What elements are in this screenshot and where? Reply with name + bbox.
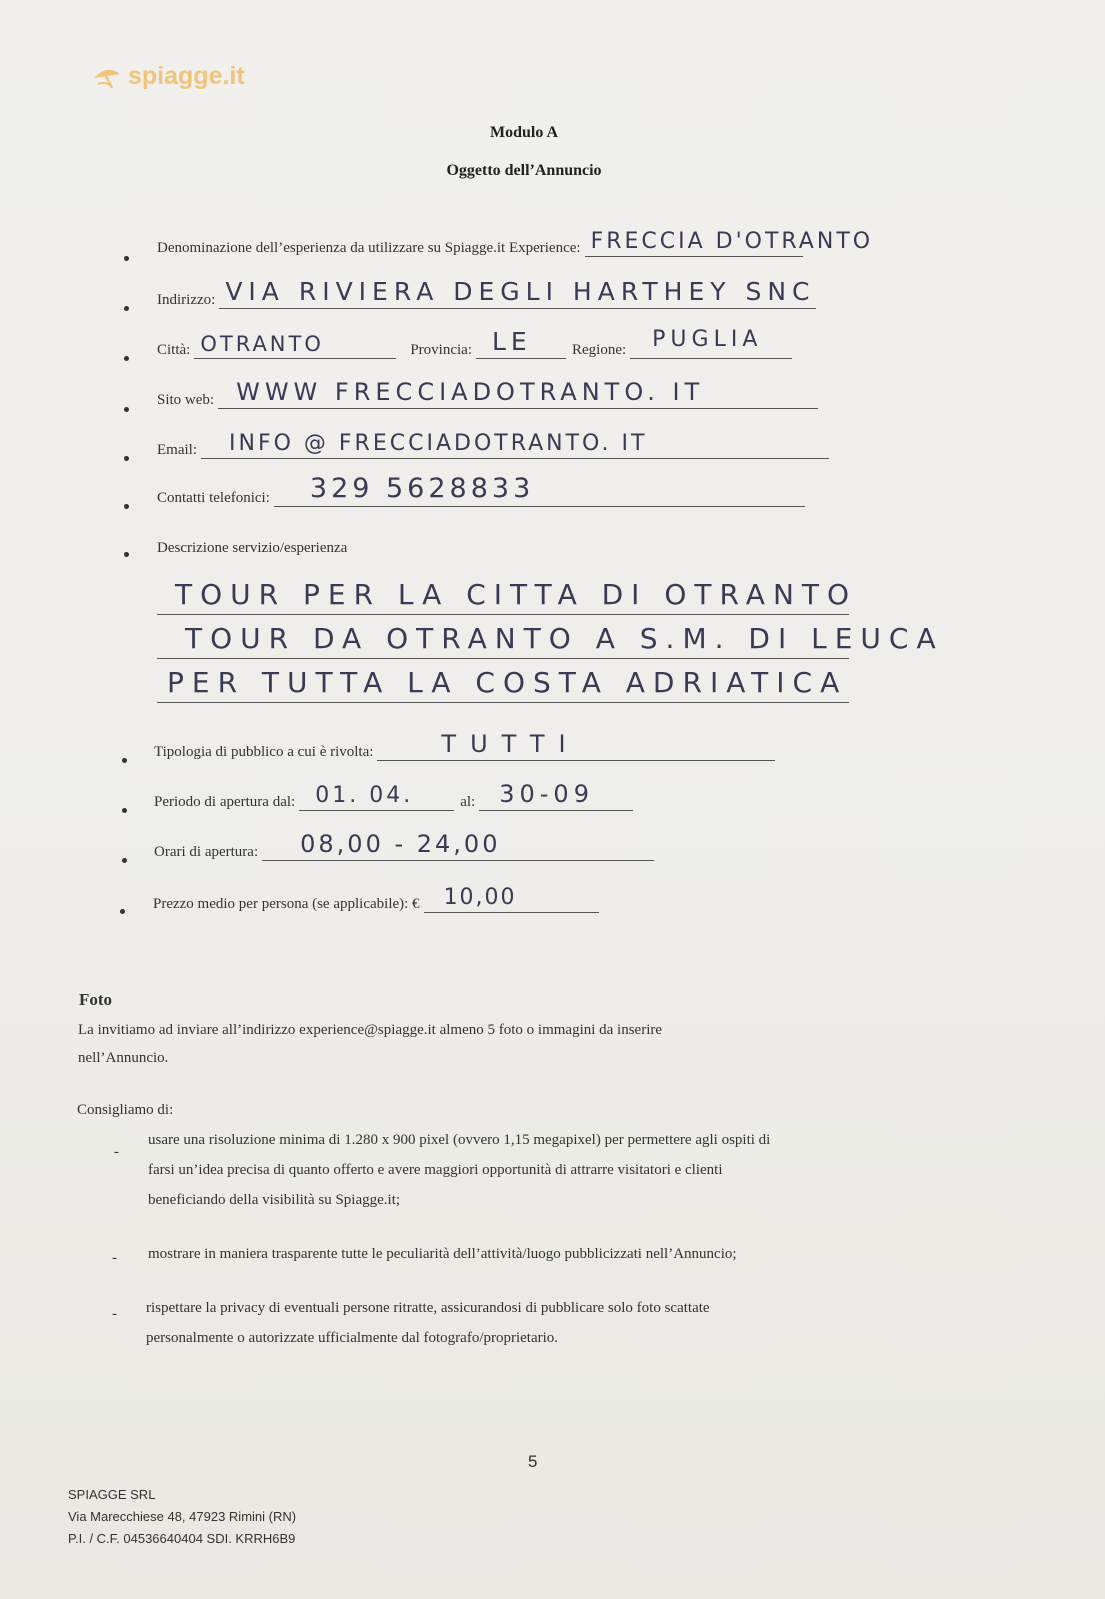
spiagge-logo — [92, 62, 245, 91]
prezzo-value: 10,00 — [443, 885, 517, 910]
descrizione-line-1 — [157, 578, 858, 615]
bullet — [124, 256, 129, 261]
foto-item-3-line-1: rispettare la privacy di eventuali persone ritratte, assicurandosi di pubblicare solo foto scattate — [146, 1300, 710, 1316]
telefono-line — [274, 473, 805, 507]
list-dash: - — [114, 1144, 119, 1160]
bullet — [124, 456, 129, 461]
field-sito-web — [157, 378, 818, 409]
provincia-label: Provincia: — [410, 342, 472, 358]
citta-line — [194, 334, 396, 359]
periodo-al-value: 30-09 — [499, 780, 594, 808]
telefono-value: 329 5628833 — [309, 473, 535, 504]
footer-company: SPIAGGE SRL — [68, 1487, 156, 1502]
tipologia-label: Tipologia di pubblico a cui è rivolta: — [154, 744, 374, 760]
bullet — [124, 552, 129, 557]
field-prezzo — [153, 885, 599, 913]
footer-tax: P.I. / C.F. 04536640404 SDI. KRRH6B9 — [68, 1531, 296, 1546]
orari-value: 08,00 - 24,00 — [300, 830, 501, 858]
bullet — [124, 407, 129, 412]
logo-text: spiagge.it — [128, 62, 245, 90]
list-dash: - — [112, 1250, 117, 1266]
field-email — [157, 431, 829, 459]
denominazione-line — [585, 229, 874, 257]
citta-label: Città: — [157, 342, 191, 358]
provincia-value: LE — [492, 327, 532, 356]
foto-item-1-line-1: usare una risoluzione minima di 1.280 x 900 pixel (ovvero 1,15 megapixel) per permettere agli ospiti di — [148, 1132, 771, 1148]
email-line — [201, 431, 829, 459]
descrizione-line-3 — [157, 666, 849, 703]
denominazione-label: Denominazione dell’esperienza da utilizzare su Spiagge.it Experience: — [157, 240, 581, 256]
foto-item-1-line-2: farsi un’idea precisa di quanto offerto e avere maggiori opportunità di attrarre visitatori e clienti — [148, 1162, 723, 1178]
periodo-label: Periodo di apertura dal: — [154, 794, 296, 810]
field-denominazione — [157, 229, 874, 257]
periodo-al-line — [479, 780, 633, 811]
foto-consigliamo: Consigliamo di: — [77, 1102, 174, 1118]
foto-item-3-line-2: personalmente o autorizzate ufficialmente dal fotografo/proprietario. — [146, 1330, 559, 1346]
form-subtitle: Oggetto dell’Annuncio — [446, 162, 602, 179]
indirizzo-line — [219, 277, 816, 309]
foto-item-2-line-1: mostrare in maniera trasparente tutte le peculiarità dell’attività/luogo pubblicizzati nell’Annuncio; — [148, 1246, 737, 1262]
regione-label: Regione: — [572, 342, 627, 358]
field-orari — [154, 830, 654, 861]
tipologia-line — [377, 730, 775, 761]
telefono-label: Contatti telefonici: — [157, 490, 270, 506]
field-tipologia — [154, 730, 775, 761]
prezzo-label: Prezzo medio per persona (se applicabile): € — [153, 896, 420, 912]
descrizione-label: Descrizione servizio/esperienza — [157, 540, 348, 556]
descrizione-value-2: TOUR DA OTRANTO A S.M. DI LEUCA — [185, 622, 944, 655]
periodo-dal-line — [299, 783, 454, 811]
provincia-line — [476, 327, 566, 359]
descrizione-value-1: TOUR PER LA CITTA DI OTRANTO — [175, 578, 858, 611]
email-label: Email: — [157, 442, 197, 458]
regione-value: PUGLIA — [652, 327, 763, 352]
denominazione-value: FRECCIA D'OTRANTO — [590, 229, 874, 254]
field-citta — [157, 327, 792, 359]
indirizzo-label: Indirizzo: — [157, 292, 216, 308]
indirizzo-value: VIA RIVIERA DEGLI HARTHEY SNC — [225, 277, 816, 306]
field-telefono — [157, 473, 805, 507]
bullet — [124, 504, 129, 509]
beach-umbrella-icon — [92, 64, 122, 90]
citta-value: OTRANTO — [200, 332, 324, 356]
bullet — [122, 858, 127, 863]
sito-web-label: Sito web: — [157, 392, 215, 408]
regione-line — [630, 327, 792, 359]
sito-web-line — [218, 378, 818, 409]
foto-title: Foto — [79, 990, 113, 1009]
foto-intro-1: La invitiamo ad inviare all’indirizzo experience@spiagge.it almeno 5 foto o immagini da inserire — [78, 1022, 663, 1038]
footer — [68, 1484, 296, 1550]
periodo-dal-value: 01. 04. — [315, 783, 414, 808]
orari-label: Orari di apertura: — [154, 844, 259, 860]
periodo-al-label: al: — [460, 794, 476, 810]
tipologia-value: TUTTI — [441, 730, 580, 758]
bullet — [122, 808, 127, 813]
descrizione-line-2 — [157, 622, 944, 659]
form-title: Modulo A — [489, 124, 558, 141]
descrizione-value-3: PER TUTTA LA COSTA ADRIATICA — [167, 666, 848, 699]
email-value: INFO @ FRECCIADOTRANTO. IT — [229, 431, 648, 456]
bullet — [120, 909, 125, 914]
field-indirizzo — [157, 277, 816, 309]
bullet — [124, 306, 129, 311]
foto-item-1-line-3: beneficiando della visibilità su Spiagge.it; — [148, 1192, 401, 1208]
bullet — [122, 758, 127, 763]
list-dash: - — [112, 1306, 117, 1322]
bullet — [124, 356, 129, 361]
orari-line — [262, 830, 654, 861]
prezzo-line — [424, 885, 599, 913]
field-periodo — [154, 780, 633, 811]
foto-intro-2: nell’Annuncio. — [78, 1050, 169, 1066]
sito-web-value: WWW FRECCIADOTRANTO. IT — [236, 378, 705, 406]
footer-address: Via Marecchiese 48, 47923 Rimini (RN) — [68, 1509, 297, 1524]
page-number: 5 — [528, 1452, 538, 1471]
